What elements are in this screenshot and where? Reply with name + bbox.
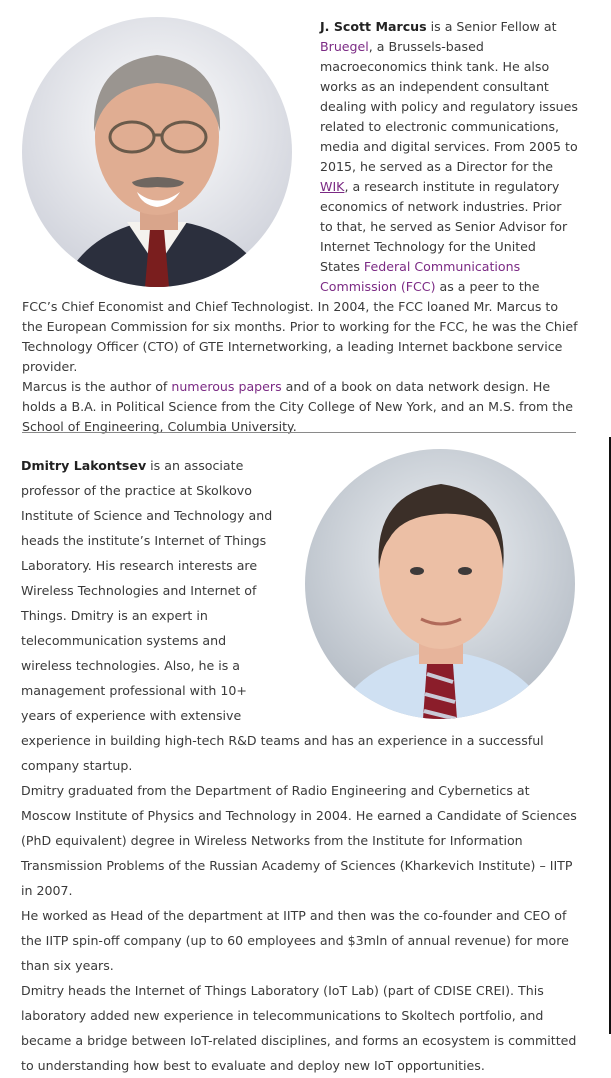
section-divider: [22, 432, 576, 433]
bio-lakontsev-p2: Dmitry graduated from the Department of Radio Engineering and Cybernetics at Moscow Institute of Physics and Technology in 2004. He earned a Candidate of Sciences (PhD equivalent) degree in Wireless Networks from the Institute for Information Transmission Problems of the Russian Academy of Sciences (Kharkevich Institute) – IITP in 2007.: [21, 783, 577, 898]
bio-marcus-p2: Marcus is the author of numerous papers and of a book on data network design. He holds a B.A. in Political Science from the City College of New York, and an M.S. from the School of Engineering, Columbia University.: [22, 379, 573, 434]
portrait-marcus: [22, 17, 292, 287]
link-bruegel[interactable]: Bruegel: [320, 39, 369, 54]
link-wik[interactable]: WIK: [320, 179, 345, 194]
profile-lakontsev: [21, 453, 577, 1078]
person-name: J. Scott Marcus: [320, 19, 427, 34]
person-name: Dmitry Lakontsev: [21, 458, 147, 473]
portrait-lakontsev: [305, 449, 575, 719]
link-numerous-papers[interactable]: numerous papers: [171, 379, 282, 394]
bio-lakontsev-p3: He worked as Head of the department at IITP and then was the co-founder and CEO of the IITP spin-off company (up to 60 employees and $3mln of annual revenue) for more than six years.: [21, 908, 569, 973]
bio-lakontsev-p4: Dmitry heads the Internet of Things Laboratory (IoT Lab) (part of CDISE CREI). This laboratory added new experience in telecommunications to Skoltech portfolio, and became a bridge between IoT-related disciplines, and forms an ecosystem is committed to understanding how best to evaluate and deploy new IoT opportunities.: [21, 983, 577, 1073]
profile-marcus: [22, 17, 578, 437]
bio-lakontsev-p1: Dmitry Lakontsev is an associate professor of the practice at Skolkovo Institute of Science and Technology and heads the institute’s Internet of Things Laboratory. His research interests are Wireless Technologies and Internet of Things. Dmitry is an expert in telecommunication systems and wireless technologies. Also, he is a management professional with 10+ years of experience with extensive experience in building high-tech R&D teams and has an experience in a successful company startup.: [21, 458, 544, 773]
bio-marcus-p1: J. Scott Marcus is a Senior Fellow at Bruegel, a Brussels-based macroeconomics think tank. He also works as an independent consultant dealing with policy and regulatory issues related to electronic communications, media and digital services. From 2005 to 2015, he served as a Director for the WIK, a research institute in regulatory economics of network industries. Prior to that, he served as Senior Advisor for Internet Technology for the United States Federal Communications Commission (FCC) as a peer to the FCC’s Chief Economist and Chief Technologist. In 2004, the FCC loaned Mr. Marcus to the European Commission for six months. Prior to working for the FCC, he was the Chief Technology Officer (CTO) of GTE Internetworking, a leading Internet backbone service provider.: [22, 19, 578, 374]
link-fcc[interactable]: Federal Communications Commission (FCC): [320, 259, 521, 294]
